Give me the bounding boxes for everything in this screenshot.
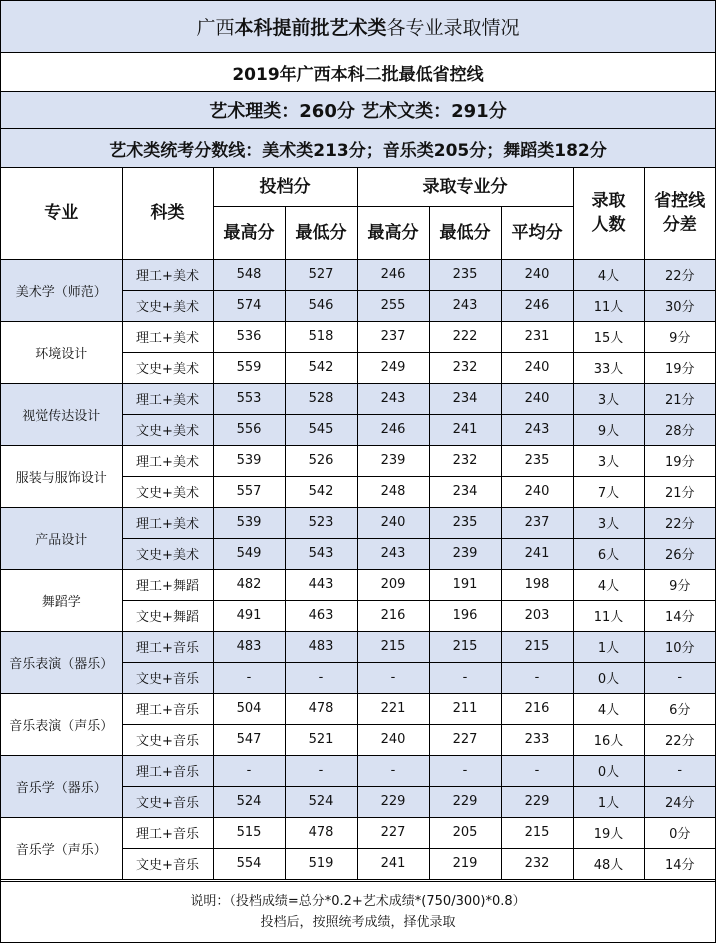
toudang-max-cell: 574 (213, 290, 285, 321)
header-luqu-max: 最高分 (357, 206, 429, 259)
toudang-min-cell: 546 (285, 290, 357, 321)
score-table (1, 168, 715, 880)
table-row (1, 507, 715, 538)
major-cell: 视觉传达设计 (1, 383, 122, 445)
luqu-max-cell: - (357, 662, 429, 693)
luqu-max-cell: 237 (357, 321, 429, 352)
toudang-min-cell: 519 (285, 848, 357, 879)
toudang-min-cell: 483 (285, 631, 357, 662)
toudang-max-cell: 504 (213, 693, 285, 724)
luqu-min-cell: 215 (429, 631, 501, 662)
header-luqu-avg: 平均分 (501, 206, 573, 259)
count-cell: 1人 (573, 786, 644, 817)
footnote-line-2: 投档后，按照统考成绩，择优录取 (260, 915, 456, 930)
title-suffix: 各专业录取情况 (386, 17, 520, 39)
count-cell: 33人 (573, 352, 644, 383)
subject-cell: 理工+音乐 (122, 693, 213, 724)
toudang-min-cell: 518 (285, 321, 357, 352)
title-bold: 本科提前批艺术类 (234, 17, 387, 39)
luqu-max-cell: 246 (357, 259, 429, 290)
table-row (1, 445, 715, 476)
luqu-min-cell: - (429, 755, 501, 786)
count-cell: 4人 (573, 259, 644, 290)
luqu-avg-cell: 231 (501, 321, 573, 352)
subject-cell: 理工+美术 (122, 383, 213, 414)
count-cell: 15人 (573, 321, 644, 352)
luqu-avg-cell: 246 (501, 290, 573, 321)
toudang-min-cell: 521 (285, 724, 357, 755)
diff-cell: 14分 (644, 848, 715, 879)
toudang-max-cell: 482 (213, 569, 285, 600)
exam-lines-banner: 艺术类统考分数线：美术类213分；音乐类205分；舞蹈类182分 (1, 129, 715, 168)
luqu-avg-cell: 240 (501, 476, 573, 507)
luqu-avg-cell: 240 (501, 383, 573, 414)
diff-cell: 0分 (644, 817, 715, 848)
header-count (573, 168, 644, 259)
header-luqu: 录取专业分 (357, 168, 573, 206)
subject-cell: 理工+音乐 (122, 817, 213, 848)
luqu-max-cell: 239 (357, 445, 429, 476)
luqu-avg-cell: 229 (501, 786, 573, 817)
toudang-max-cell: 515 (213, 817, 285, 848)
subject-cell: 文史+美术 (122, 476, 213, 507)
luqu-max-cell: 248 (357, 476, 429, 507)
toudang-min-cell: 545 (285, 414, 357, 445)
luqu-min-cell: 196 (429, 600, 501, 631)
luqu-avg-cell: 237 (501, 507, 573, 538)
major-cell: 音乐表演（器乐） (1, 631, 122, 693)
toudang-min-cell: - (285, 662, 357, 693)
footnote-line-1: 说明：（投档成绩=总分*0.2+艺术成绩*(750/300)*0.8） (190, 894, 526, 909)
luqu-avg-cell: 215 (501, 817, 573, 848)
art-lines-banner: 艺术理类：260分 艺术文类：291分 (1, 92, 715, 129)
subject-cell: 文史+美术 (122, 290, 213, 321)
major-cell: 环境设计 (1, 321, 122, 383)
diff-cell: 22分 (644, 724, 715, 755)
count-cell: 4人 (573, 693, 644, 724)
count-cell: 4人 (573, 569, 644, 600)
luqu-min-cell: 235 (429, 259, 501, 290)
luqu-max-cell: 221 (357, 693, 429, 724)
toudang-min-cell: 478 (285, 693, 357, 724)
subject-cell: 文史+美术 (122, 538, 213, 569)
luqu-max-cell: 241 (357, 848, 429, 879)
count-cell: 19人 (573, 817, 644, 848)
subject-cell: 文史+舞蹈 (122, 600, 213, 631)
subject-cell: 文史+美术 (122, 352, 213, 383)
diff-cell: 6分 (644, 693, 715, 724)
diff-cell: 9分 (644, 569, 715, 600)
diff-cell: 24分 (644, 786, 715, 817)
table-row (1, 259, 715, 290)
subject-cell: 理工+美术 (122, 321, 213, 352)
subject-cell: 理工+美术 (122, 259, 213, 290)
count-cell: 48人 (573, 848, 644, 879)
luqu-max-cell: 240 (357, 507, 429, 538)
diff-cell: - (644, 755, 715, 786)
diff-cell: 26分 (644, 538, 715, 569)
major-cell: 服装与服饰设计 (1, 445, 122, 507)
luqu-max-cell: 209 (357, 569, 429, 600)
luqu-min-cell: - (429, 662, 501, 693)
luqu-min-cell: 232 (429, 352, 501, 383)
major-cell: 音乐学（器乐） (1, 755, 122, 817)
table-row (1, 693, 715, 724)
toudang-min-cell: 443 (285, 569, 357, 600)
header-subject: 科类 (122, 168, 213, 259)
count-cell: 3人 (573, 383, 644, 414)
toudang-min-cell: 527 (285, 259, 357, 290)
count-cell: 6人 (573, 538, 644, 569)
luqu-min-cell: 234 (429, 383, 501, 414)
diff-cell: 10分 (644, 631, 715, 662)
subject-cell: 理工+音乐 (122, 755, 213, 786)
luqu-max-cell: 240 (357, 724, 429, 755)
diff-cell: 19分 (644, 445, 715, 476)
subject-cell: 文史+音乐 (122, 848, 213, 879)
title-prefix: 广西 (196, 17, 235, 39)
diff-cell: 21分 (644, 476, 715, 507)
subject-cell: 理工+舞蹈 (122, 569, 213, 600)
luqu-min-cell: 241 (429, 414, 501, 445)
luqu-min-cell: 229 (429, 786, 501, 817)
subject-cell: 理工+音乐 (122, 631, 213, 662)
toudang-min-cell: 543 (285, 538, 357, 569)
count-cell: 3人 (573, 507, 644, 538)
luqu-avg-cell: 243 (501, 414, 573, 445)
table-row (1, 569, 715, 600)
toudang-min-cell: 463 (285, 600, 357, 631)
control-line-banner: 2019年广西本科二批最低省控线 (1, 53, 715, 92)
table-row (1, 755, 715, 786)
toudang-max-cell: 539 (213, 507, 285, 538)
count-cell: 9人 (573, 414, 644, 445)
toudang-min-cell: 528 (285, 383, 357, 414)
diff-cell: 28分 (644, 414, 715, 445)
table-row (1, 321, 715, 352)
luqu-avg-cell: - (501, 662, 573, 693)
luqu-avg-cell: - (501, 755, 573, 786)
toudang-max-cell: 491 (213, 600, 285, 631)
toudang-min-cell: 526 (285, 445, 357, 476)
diff-cell: 9分 (644, 321, 715, 352)
luqu-max-cell: 255 (357, 290, 429, 321)
luqu-min-cell: 191 (429, 569, 501, 600)
toudang-max-cell: - (213, 755, 285, 786)
luqu-min-cell: 219 (429, 848, 501, 879)
luqu-max-cell: 229 (357, 786, 429, 817)
header-diff (644, 168, 715, 259)
diff-cell: 14分 (644, 600, 715, 631)
diff-cell: - (644, 662, 715, 693)
diff-cell: 22分 (644, 259, 715, 290)
header-major: 专业 (1, 168, 122, 259)
major-cell: 舞蹈学 (1, 569, 122, 631)
toudang-min-cell: 542 (285, 352, 357, 383)
luqu-min-cell: 243 (429, 290, 501, 321)
toudang-max-cell: 524 (213, 786, 285, 817)
major-cell: 音乐表演（声乐） (1, 693, 122, 755)
table-row (1, 383, 715, 414)
luqu-min-cell: 211 (429, 693, 501, 724)
luqu-avg-cell: 215 (501, 631, 573, 662)
toudang-max-cell: 553 (213, 383, 285, 414)
subject-cell: 文史+音乐 (122, 662, 213, 693)
count-cell: 7人 (573, 476, 644, 507)
count-cell: 3人 (573, 445, 644, 476)
toudang-max-cell: 554 (213, 848, 285, 879)
luqu-max-cell: 246 (357, 414, 429, 445)
toudang-max-cell: 536 (213, 321, 285, 352)
luqu-max-cell: 249 (357, 352, 429, 383)
toudang-min-cell: 523 (285, 507, 357, 538)
luqu-min-cell: 235 (429, 507, 501, 538)
luqu-avg-cell: 233 (501, 724, 573, 755)
count-cell: 0人 (573, 755, 644, 786)
luqu-max-cell: 243 (357, 538, 429, 569)
toudang-max-cell: 556 (213, 414, 285, 445)
table-row (1, 817, 715, 848)
toudang-min-cell: - (285, 755, 357, 786)
luqu-max-cell: 243 (357, 383, 429, 414)
toudang-max-cell: 548 (213, 259, 285, 290)
header-luqu-min: 最低分 (429, 206, 501, 259)
subject-cell: 理工+美术 (122, 507, 213, 538)
subject-cell: 文史+音乐 (122, 724, 213, 755)
toudang-max-cell: 547 (213, 724, 285, 755)
header-toudang-min: 最低分 (285, 206, 357, 259)
luqu-avg-cell: 232 (501, 848, 573, 879)
luqu-min-cell: 239 (429, 538, 501, 569)
diff-cell: 21分 (644, 383, 715, 414)
toudang-max-cell: 557 (213, 476, 285, 507)
toudang-min-cell: 542 (285, 476, 357, 507)
count-cell: 1人 (573, 631, 644, 662)
header-count-text: 录取人数 (591, 191, 626, 236)
toudang-max-cell: 483 (213, 631, 285, 662)
diff-cell: 30分 (644, 290, 715, 321)
header-diff-text: 省控线分差 (654, 191, 706, 236)
header-toudang: 投档分 (213, 168, 357, 206)
major-cell: 产品设计 (1, 507, 122, 569)
luqu-max-cell: 227 (357, 817, 429, 848)
luqu-avg-cell: 216 (501, 693, 573, 724)
luqu-avg-cell: 198 (501, 569, 573, 600)
major-cell: 音乐学（声乐） (1, 817, 122, 879)
toudang-min-cell: 524 (285, 786, 357, 817)
luqu-min-cell: 205 (429, 817, 501, 848)
table-row (1, 631, 715, 662)
luqu-avg-cell: 240 (501, 259, 573, 290)
toudang-max-cell: 559 (213, 352, 285, 383)
luqu-avg-cell: 203 (501, 600, 573, 631)
count-cell: 0人 (573, 662, 644, 693)
luqu-avg-cell: 235 (501, 445, 573, 476)
toudang-max-cell: 539 (213, 445, 285, 476)
major-cell: 美术学（师范） (1, 259, 122, 321)
subject-cell: 文史+美术 (122, 414, 213, 445)
subject-cell: 理工+美术 (122, 445, 213, 476)
header-toudang-max: 最高分 (213, 206, 285, 259)
luqu-min-cell: 227 (429, 724, 501, 755)
toudang-max-cell: - (213, 662, 285, 693)
luqu-avg-cell: 241 (501, 538, 573, 569)
luqu-min-cell: 232 (429, 445, 501, 476)
diff-cell: 22分 (644, 507, 715, 538)
page-title (1, 1, 715, 53)
toudang-max-cell: 549 (213, 538, 285, 569)
luqu-max-cell: 216 (357, 600, 429, 631)
luqu-min-cell: 234 (429, 476, 501, 507)
toudang-min-cell: 478 (285, 817, 357, 848)
luqu-max-cell: 215 (357, 631, 429, 662)
footnote (1, 881, 715, 942)
luqu-min-cell: 222 (429, 321, 501, 352)
diff-cell: 19分 (644, 352, 715, 383)
count-cell: 11人 (573, 600, 644, 631)
luqu-avg-cell: 240 (501, 352, 573, 383)
subject-cell: 文史+音乐 (122, 786, 213, 817)
count-cell: 16人 (573, 724, 644, 755)
luqu-max-cell: - (357, 755, 429, 786)
count-cell: 11人 (573, 290, 644, 321)
